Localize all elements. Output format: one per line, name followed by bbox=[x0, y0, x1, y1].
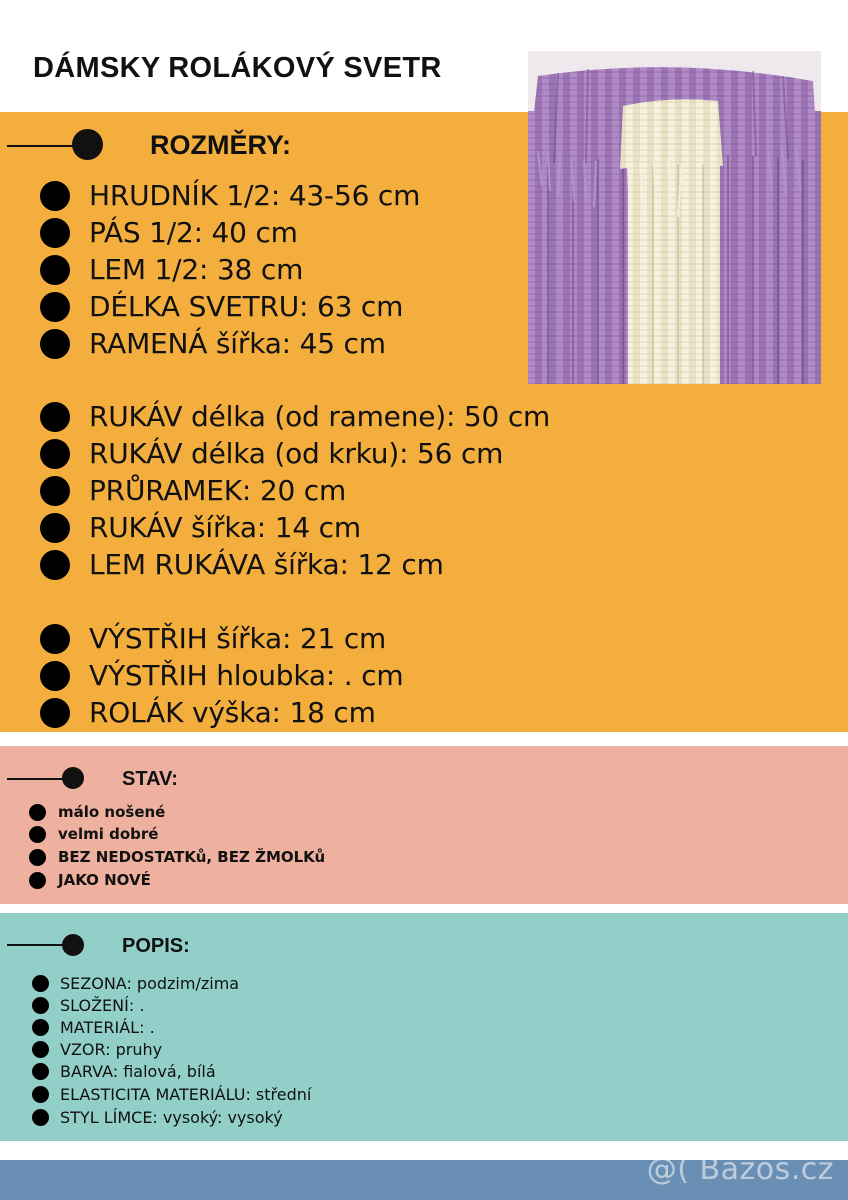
list-item: ROLÁK výška: 18 cm bbox=[40, 694, 376, 731]
list-item: HRUDNÍK 1/2: 43-56 cm bbox=[40, 177, 420, 214]
rozmery-heading: ROZMĚRY: bbox=[150, 130, 291, 160]
page-title: DÁMSKY ROLÁKOVÝ SVETR bbox=[33, 52, 442, 84]
bullet-dot bbox=[32, 1109, 49, 1126]
bullet-dot bbox=[32, 1019, 49, 1036]
list-item: VÝSTŘIH šířka: 21 cm bbox=[40, 620, 386, 657]
rozmery-header-line bbox=[7, 145, 77, 147]
list-item: STYL LÍMCE: vysoký: vysoký bbox=[32, 1106, 283, 1128]
list-item: BEZ NEDOSTATKů, BEZ ŽMOLKů bbox=[29, 846, 325, 868]
bullet-dot bbox=[29, 872, 46, 889]
bullet-dot bbox=[40, 513, 70, 543]
bullet-dot bbox=[32, 1086, 49, 1103]
bullet-dot bbox=[32, 997, 49, 1014]
popis-header-dot bbox=[62, 934, 84, 956]
bullet-dot bbox=[40, 329, 70, 359]
bullet-dot bbox=[40, 439, 70, 469]
bullet-dot bbox=[40, 292, 70, 322]
list-item: MATERIÁL: . bbox=[32, 1016, 155, 1038]
rozmery-header-dot bbox=[72, 129, 103, 160]
bullet-dot bbox=[40, 661, 70, 691]
watermark: @( Bazos.cz bbox=[646, 1152, 834, 1187]
stav-header-line bbox=[7, 778, 67, 780]
list-item: LEM RUKÁVA šířka: 12 cm bbox=[40, 546, 444, 583]
list-item: velmi dobré bbox=[29, 823, 158, 845]
bullet-dot bbox=[40, 218, 70, 248]
list-item: SEZONA: podzim/zima bbox=[32, 972, 239, 994]
list-item: RAMENÁ šířka: 45 cm bbox=[40, 325, 386, 362]
list-item: VZOR: pruhy bbox=[32, 1038, 162, 1060]
stav-header-dot bbox=[62, 767, 84, 789]
bullet-dot bbox=[40, 402, 70, 432]
bullet-dot bbox=[32, 975, 49, 992]
list-item: RUKÁV délka (od ramene): 50 cm bbox=[40, 398, 550, 435]
list-item: RUKÁV délka (od krku): 56 cm bbox=[40, 435, 503, 472]
list-item: SLOŽENÍ: . bbox=[32, 994, 144, 1016]
bullet-dot bbox=[40, 698, 70, 728]
bullet-dot bbox=[32, 1041, 49, 1058]
list-item: PÁS 1/2: 40 cm bbox=[40, 214, 298, 251]
bullet-dot bbox=[32, 1063, 49, 1080]
list-item: LEM 1/2: 38 cm bbox=[40, 251, 303, 288]
popis-heading: POPIS: bbox=[122, 935, 190, 957]
bullet-dot bbox=[29, 849, 46, 866]
stav-heading: STAV: bbox=[122, 768, 178, 790]
list-item: BARVA: fialová, bílá bbox=[32, 1060, 216, 1082]
bullet-dot bbox=[40, 255, 70, 285]
bullet-dot bbox=[29, 804, 46, 821]
bullet-dot bbox=[40, 181, 70, 211]
bullet-dot bbox=[40, 624, 70, 654]
list-item: VÝSTŘIH hloubka: . cm bbox=[40, 657, 403, 694]
list-item: PRŮRAMEK: 20 cm bbox=[40, 472, 346, 509]
list-item: RUKÁV šířka: 14 cm bbox=[40, 509, 361, 546]
bullet-dot bbox=[29, 826, 46, 843]
popis-header-line bbox=[7, 944, 67, 946]
list-item: málo nošené bbox=[29, 801, 165, 823]
bullet-dot bbox=[40, 550, 70, 580]
sweater-photo bbox=[528, 51, 821, 384]
list-item: DÉLKA SVETRU: 63 cm bbox=[40, 288, 403, 325]
list-item: ELASTICITA MATERIÁLU: střední bbox=[32, 1083, 311, 1105]
list-item: JAKO NOVÉ bbox=[29, 869, 151, 891]
bullet-dot bbox=[40, 476, 70, 506]
